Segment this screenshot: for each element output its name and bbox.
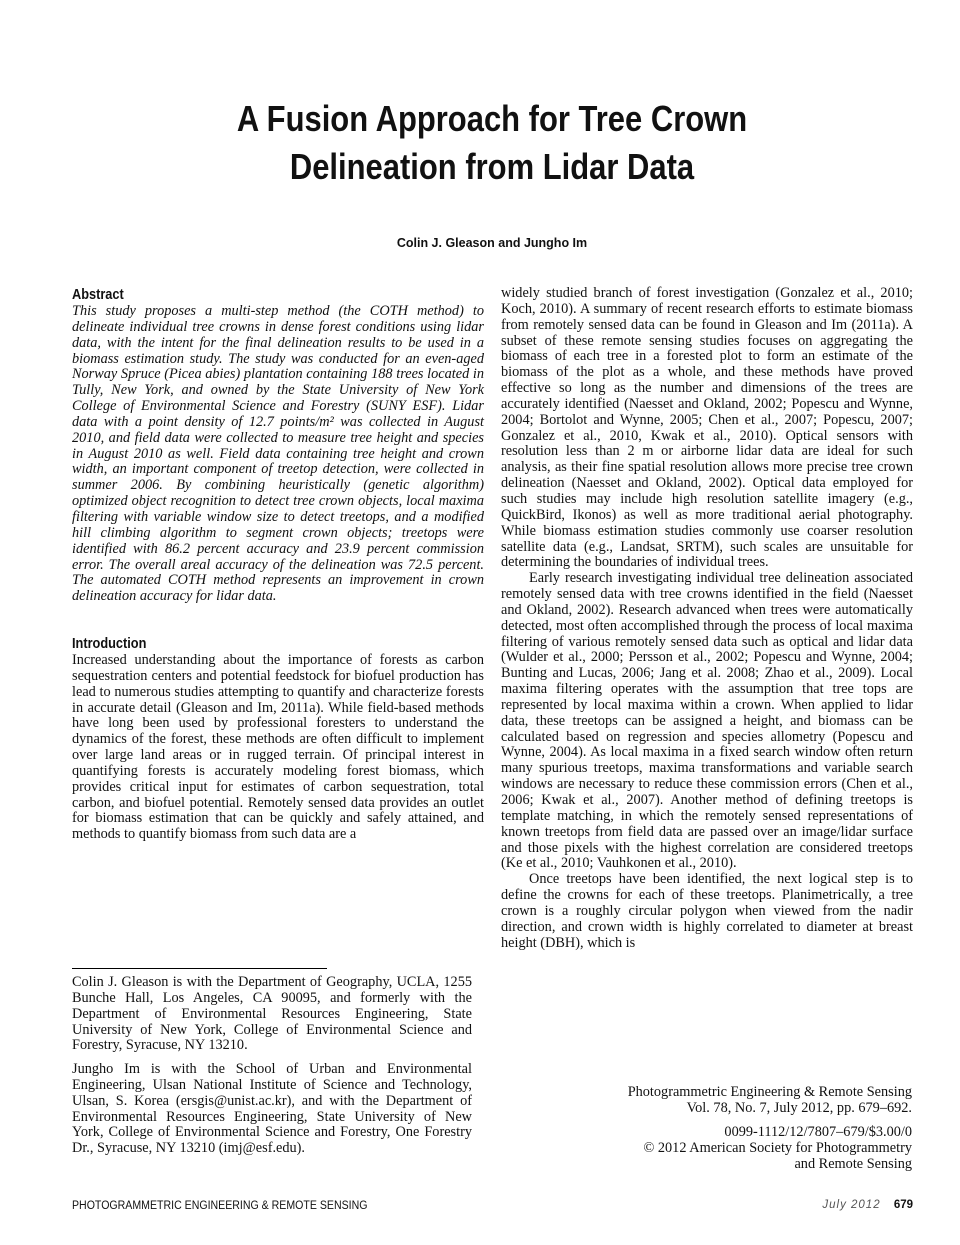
- abstract-text: This study proposes a multi-step method (the COTH method) to delineate individual tree crowns in dense forest conditions using lidar data, with the intent for the final delineation results to be used in a biomass estimation study. The study was conducted for an even-aged Norway Spruce (Picea abies) plantation containing 188 trees located in Tully, New York, and owned by the State University of New York College of Environmental Science and Forestry (SUNY ESF). Lidar data with a point density of 12.7 points/m² was collected in August 2010, and field data were collected to measure tree height and species in August 2010 as well. Field data containing tree height and crown width, an important component of treetop detection, were collected in summer 2006. By combining heuristically (genetic algorithm) optimized object recognition to detect tree crown objects, local maxima filtering with variable window size to detect treetops, and a modified hill climbing algorithm to segment crown objects; treetops were identified with 86.2 percent accuracy and 23.9 percent commission error. The overall areal accuracy of the delineation was 72.5 percent. The automated COTH method represents an improvement in crown delineation accuracy for lidar data.: [72, 303, 484, 605]
- section-spacer: [72, 605, 484, 635]
- left-column: [72, 286, 484, 843]
- citation-volume: Vol. 78, No. 7, July 2012, pp. 679–692.: [686, 1100, 912, 1116]
- citation-journal: Photogrammetric Engineering & Remote Sensing: [627, 1084, 912, 1100]
- copyright-line: © 2012 American Society for Photogrammetry: [643, 1140, 912, 1156]
- body-paragraph-3: Once treetops have been identified, the next logical step is to define the crowns for each of these treetops. Planimetrically, a tree crown is a roughly circular polygon when viewed from the nadir direction, and crown width is highly correlated to diameter at breast height (DBH), which is: [501, 871, 913, 951]
- paper-title: [69, 95, 915, 191]
- title-line-2: Delineation from Lidar Data: [289, 146, 695, 187]
- footer-date: July 2012: [822, 1199, 881, 1211]
- footer-page-info: [822, 1199, 913, 1211]
- title-line-1: A Fusion Approach for Tree Crown: [236, 98, 748, 139]
- introduction-text: Increased understanding about the importance of forests as carbon sequestration centers and potential feedstock for biofuel production has lead to numerous studies attempting to quantify and characterize forests in accurate detail (Gleason and Im, 2011a). While field-based methods have long been used by professional foresters to understand the dynamics of the forest, these methods are often difficult to implement over large land areas or in rugged terrain. Of principal interest in quantifying forests is accurately modeling forest biomass, which provides critical input for estimates of carbon sequestration, total carbon, and biofuel potential. Remotely sensed data provides an outlet for biomass estimation that can be quickly and safely attained, and methods to quantify biomass from such data are a: [72, 652, 484, 843]
- citation-code: 0099-1112/12/7807–679/$3.00/0: [724, 1124, 912, 1140]
- author-footnote-im: Jungho Im is with the School of Urban and Environmental Engineering, Ulsan National Institute of Science and Technology, Ulsan, S. Korea (ersgis@unist.ac.kr), and with the Department of Environmental Resources Engineering, State University of New York, College of Environmental Science and Forestry, One Forestry Dr., Syracuse, NY 13210 (imj@esf.edu).: [72, 1061, 472, 1157]
- right-column: [501, 286, 913, 951]
- body-paragraph-2: Early research investigating individual tree delineation associated remotely sensed data with tree crowns identified in the field (Naesset and Okland, 2002). Research advanced when trees were automatically detected, most often accomplished through the process of local maxima filtering of various remotely sensed data such as optical and lidar data (Wulder et al., 2000; Persson et al., 2002; Popescu and Wynne, 2004; Bunting and Lucas, 2006; Jang et al. 2008; Zhao et al., 2009). Local maxima filtering operates with the assumption that tree tops are represented by local maxima within a crown. When applied to lidar data, these treetops can be assigned a height, and biomass can be calculated based on regression and species allometry (Popescu and Wynne, 2004). As local maxima in a fixed search window often return many spurious treetops, maxima transformations and variable search windows are necessary to reduce these commission errors (Chen et al., 2006; Kwak et al., 2007). Another method of defining treetops is template matching, in which the remotely sensed representations of known treetops from field data are passed over an image/lidar surface and those pixels with the highest correlation are considered treetops (Ke et al., 2010; Vauhkonen et al., 2010).: [501, 570, 913, 872]
- author-footnote-gleason: Colin J. Gleason is with the Department of Geography, UCLA, 1255 Bunche Hall, Los Angeles, CA 90095, and formerly with the Department of Environmental Resources Engineering, State University of New York, College of Environmental Science and Forestry, Syracuse, NY 13210.: [72, 974, 472, 1054]
- footnote-divider: [72, 968, 327, 969]
- page-number: 679: [893, 1199, 913, 1211]
- introduction-heading: Introduction: [72, 635, 147, 653]
- copyright-block: [552, 1124, 912, 1172]
- body-paragraph-1: widely studied branch of forest investigation (Gonzalez et al., 2010; Koch, 2010). A summary of recent research efforts to estimate biomass from remotely sensed data can be found in Gleason and Im (2011a). A subset of these remote sensing studies focuses on aggregating the biomass of each tree in a forested plot to form an estimate of the biomass of the plot as a whole, and these methods have proved effective so long as the number and dimensions of the trees are accurately identified (Naesset and Okland, 2002; Popescu and Wynne, 2004; Bortolot and Wynne, 2005; Chen et al., 2007; Popescu, 2007; Gonzalez et al., 2010, Kwak et al., 2010). Optical sensors with resolution less than 2 m or airborne lidar data are ideal for such analysis, as their fine spatial resolution allows more precise tree crown delineation (Naesset and Okland, 2002). Optical data employed for such studies may include high resolution satellite imagery (e.g., QuickBird, Ikonos) as well as more traditional aerial photography. While biomass estimation studies commonly use coarser resolution satellite data (e.g., Landsat, SRTM), such scales are unsuitable for determining the boundaries of individual trees.: [501, 285, 913, 571]
- author-line: Colin J. Gleason and Jungho Im: [396, 236, 588, 250]
- footer-journal-name: PHOTOGRAMMETRIC ENGINEERING & REMOTE SENSING: [72, 1200, 368, 1212]
- abstract-heading: Abstract: [72, 286, 124, 303]
- journal-citation: [552, 1084, 912, 1116]
- copyright-line-2: and Remote Sensing: [794, 1156, 912, 1172]
